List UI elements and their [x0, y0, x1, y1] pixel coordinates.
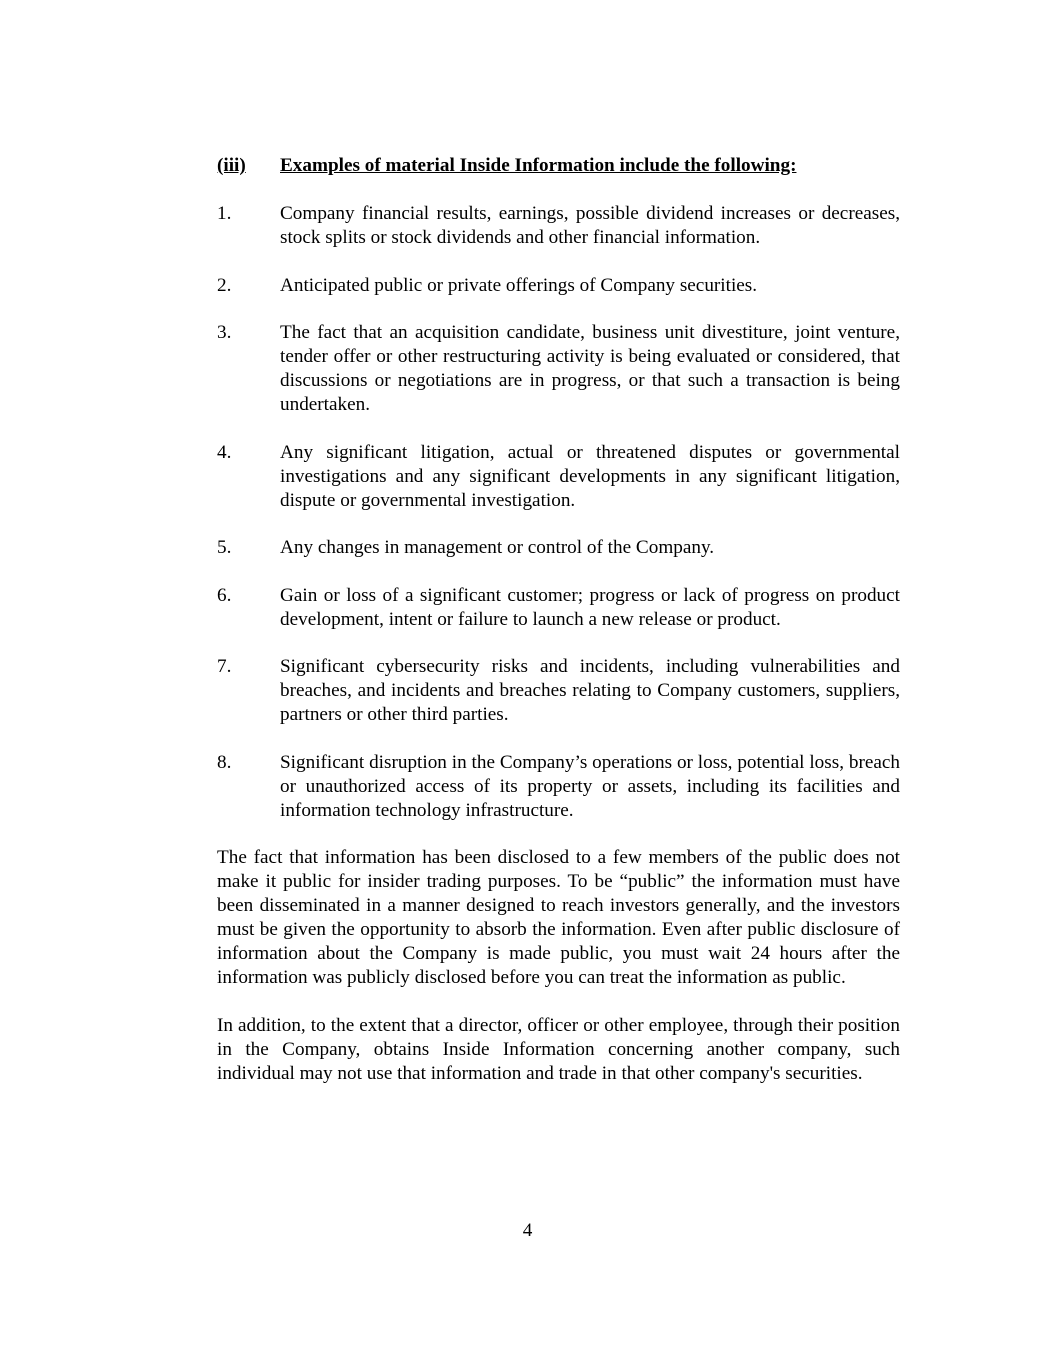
examples-list [217, 202, 900, 823]
public-information-paragraph: The fact that information has been disclosed to a few members of the public does not make it public for insider trading purposes. To be “public” the information must have been disseminated in a manner designed to reach investors generally, and the investors must be given the opportunity to absorb the information. Even after public disclosure of information about the Company is made public, you must wait 24 hours after the information was publicly disclosed before you can treat the information as public. [217, 847, 900, 988]
list-item-number: 6. [217, 584, 232, 606]
section-heading [217, 154, 900, 178]
section-title: Examples of material Inside Information include the following: [280, 155, 797, 176]
list-item [217, 202, 900, 250]
list-item [217, 655, 900, 727]
list-item-number: 5. [217, 537, 232, 558]
list-item-text: Company financial results, earnings, possible dividend increases or decreases, stock splits or stock dividends and other financial information. [280, 203, 900, 248]
list-item [217, 751, 900, 823]
list-item-number: 8. [217, 751, 232, 773]
list-item-number: 7. [217, 656, 232, 677]
list-item [217, 321, 900, 417]
page-number: 4 [522, 1220, 533, 1241]
list-item-text: Anticipated public or private offerings of Company securities. [280, 274, 758, 296]
list-item-text: Significant cybersecurity risks and incidents, including vulnerabilities and breaches, and incidents and breaches relating to Company customers, suppliers, partners or other third parties. [280, 656, 900, 725]
list-item [217, 441, 900, 513]
list-item-number: 3. [217, 322, 232, 343]
list-item-text: Significant disruption in the Company’s operations or loss, potential loss, breach or unauthorized access of its property or assets, including its facilities and information technology infrastructure. [280, 751, 900, 821]
section-marker: (iii) [217, 155, 246, 176]
list-item-text: Any significant litigation, actual or threatened disputes or governmental investigations and any significant developments in any significant litigation, dispute or governmental investigation. [280, 441, 900, 511]
list-item-text: Gain or loss of a significant customer; progress or lack of progress on product development, intent or failure to launch a new release or product. [280, 584, 900, 630]
other-company-paragraph: In addition, to the extent that a director, officer or other employee, through their position in the Company, obtains Inside Information concerning another company, such individual may not use that information and trade in that other company's securities. [217, 1015, 900, 1084]
document-page [217, 154, 900, 1110]
list-item-number: 2. [217, 274, 232, 296]
list-item [217, 584, 900, 632]
list-item-text: Any changes in management or control of the Company. [280, 537, 715, 558]
list-item-text: The fact that an acquisition candidate, business unit divestiture, joint venture, tender offer or other restructuring activity is being evaluated or considered, that discussions or negotiations are in progress, or that such a transaction is being undertaken. [280, 322, 900, 415]
list-item [217, 274, 900, 298]
list-item-number: 4. [217, 441, 232, 463]
list-item-number: 1. [217, 203, 232, 224]
list-item [217, 536, 900, 560]
